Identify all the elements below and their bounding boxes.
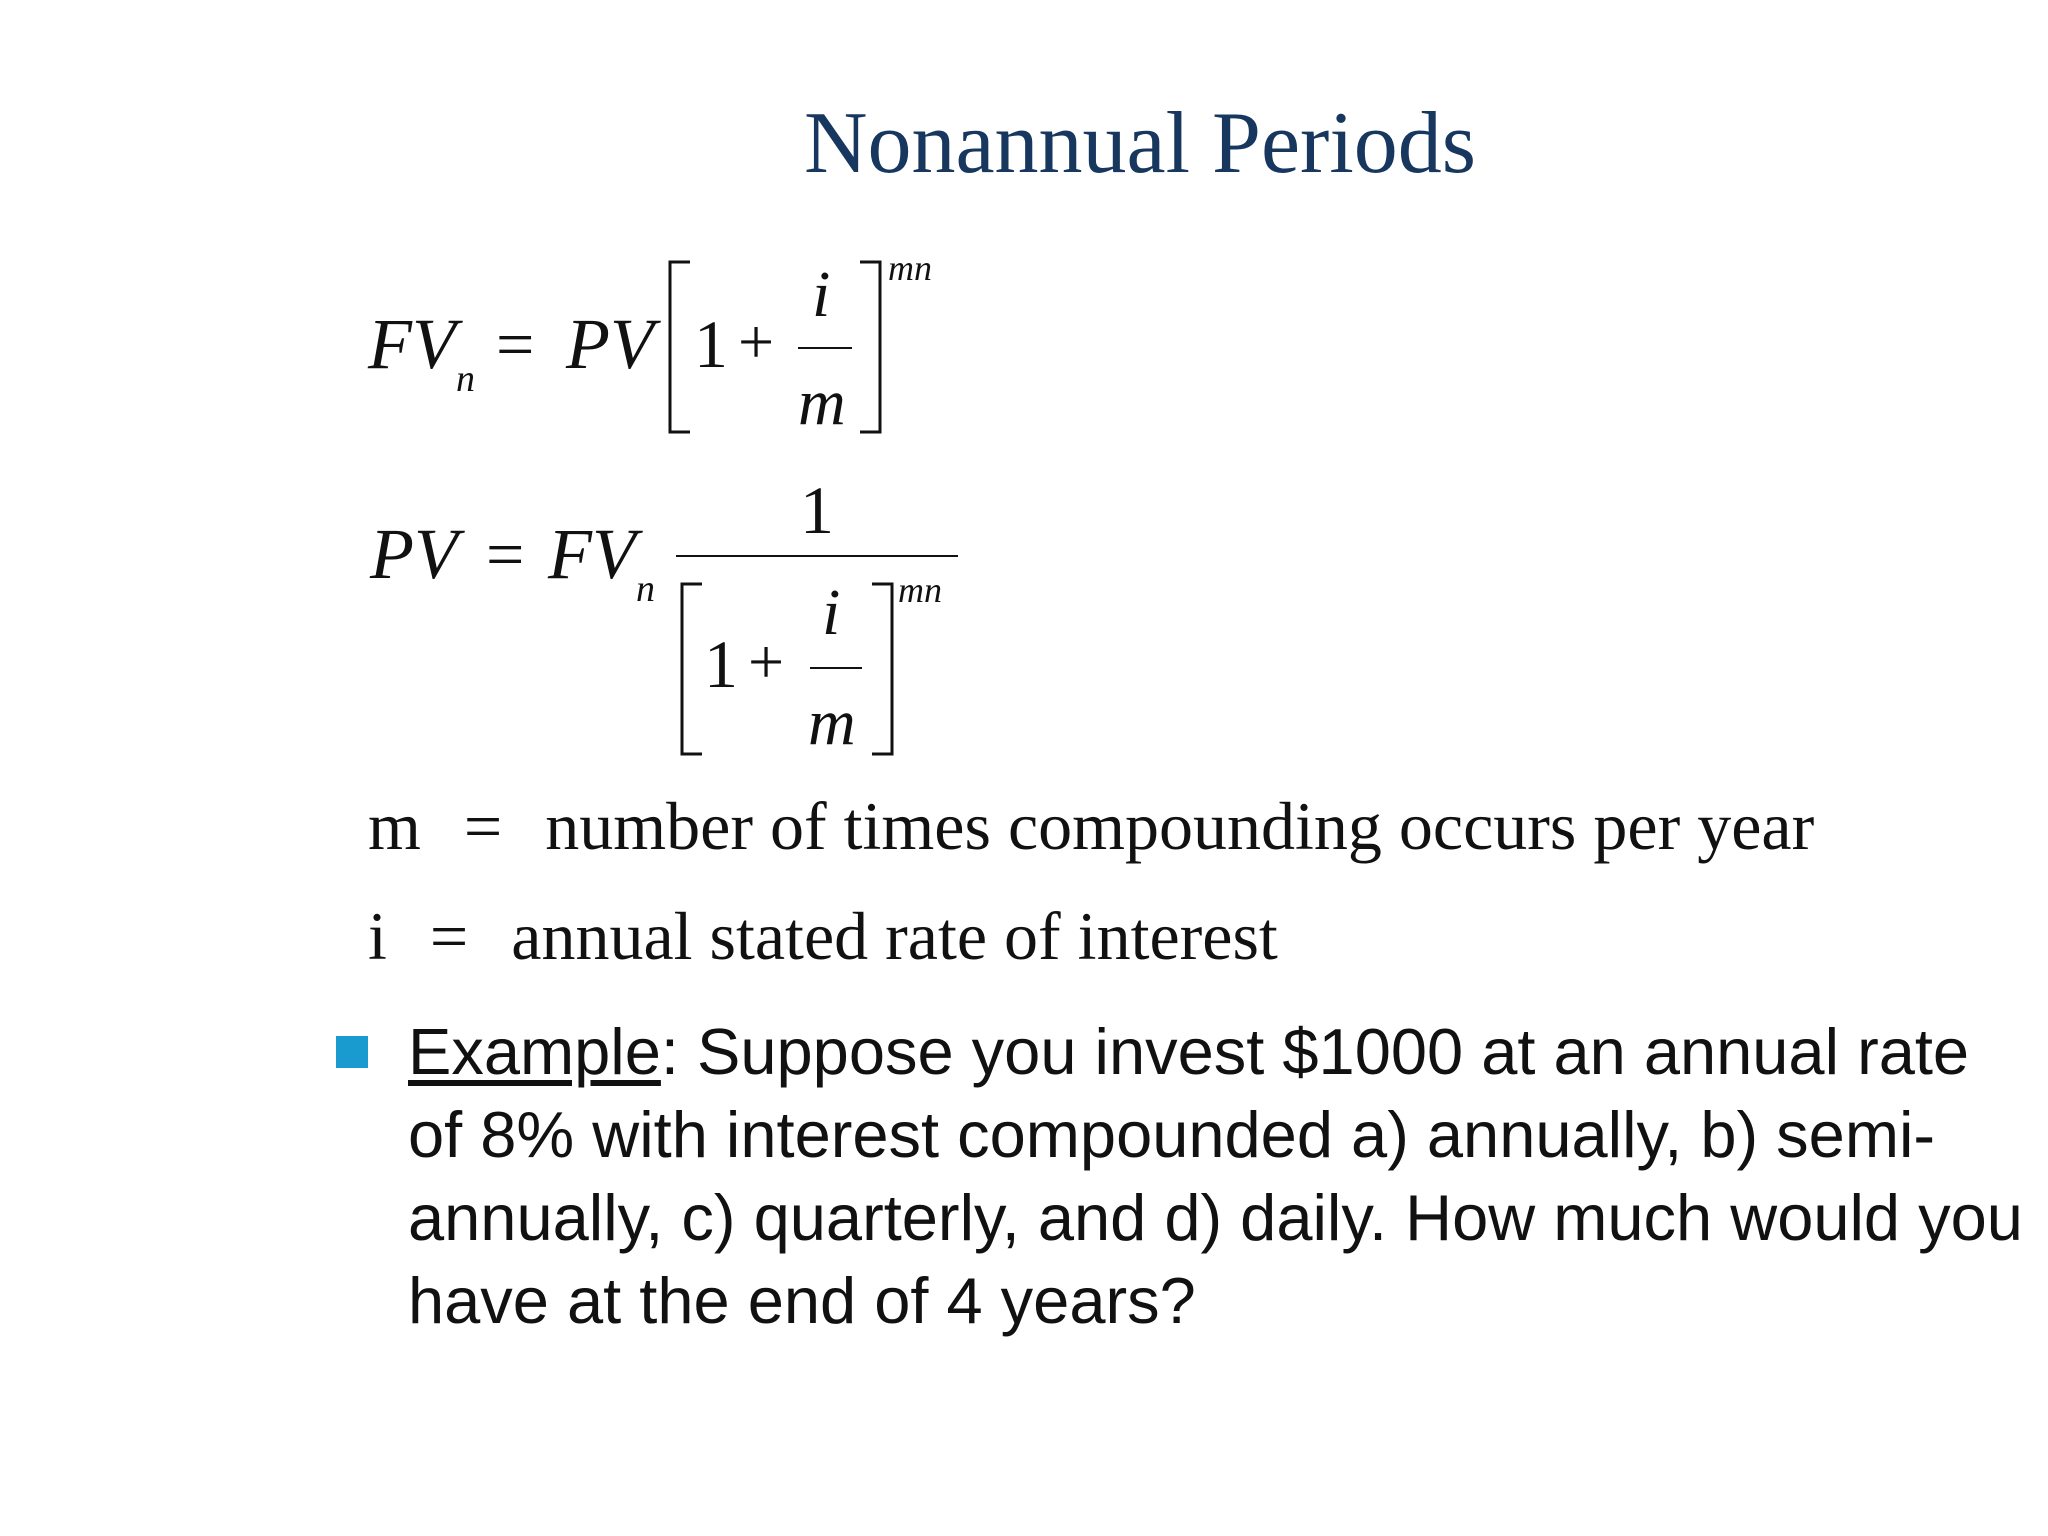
pv-i: i <box>822 576 841 649</box>
pv-left-bracket <box>682 584 702 754</box>
pv-one: 1 <box>704 626 738 702</box>
definition-m <box>368 788 1815 864</box>
fv-exponent: mn <box>888 248 932 288</box>
pv-m: m <box>808 686 856 759</box>
fv-plus: + <box>738 306 775 377</box>
definition-i-text: annual stated rate of interest <box>511 898 1278 974</box>
definition-m-text: number of times compounding occurs per year <box>545 788 1815 864</box>
definition-i <box>368 898 1278 974</box>
pv-plus: + <box>748 626 785 697</box>
example-paragraph <box>408 1010 2028 1342</box>
bullet-square-icon <box>336 1036 368 1068</box>
fv-i: i <box>812 258 831 331</box>
slide-title: Nonannual Periods <box>803 95 1477 192</box>
fv-m: m <box>798 366 846 439</box>
fv-lhs-subscript: n <box>456 358 475 400</box>
definition-m-symbol: m <box>368 788 421 864</box>
pv-lhs: PV <box>370 514 458 594</box>
pv-right-bracket <box>872 584 892 754</box>
example-text: : Suppose you invest $1000 at an annual rate of 8% with interest compounded a) annually, b) semi-annually, c) quarterly, and d) daily. How much would you have at the end of 4 years? <box>408 1015 2023 1337</box>
pv-exponent: mn <box>898 570 942 610</box>
fv-one: 1 <box>694 306 728 382</box>
fv-pv: PV <box>566 304 654 384</box>
pv-fv-subscript: n <box>636 568 655 610</box>
pv-numerator: 1 <box>800 472 834 548</box>
definition-i-symbol: i <box>368 898 387 974</box>
definition-i-equals: = <box>429 898 469 974</box>
pv-fv: FV <box>548 514 636 594</box>
pv-equals: = <box>486 516 525 592</box>
example-label: Example <box>408 1015 661 1088</box>
fv-equals: = <box>496 306 535 382</box>
definition-m-equals: = <box>463 788 503 864</box>
fv-lhs: FV <box>368 304 456 384</box>
